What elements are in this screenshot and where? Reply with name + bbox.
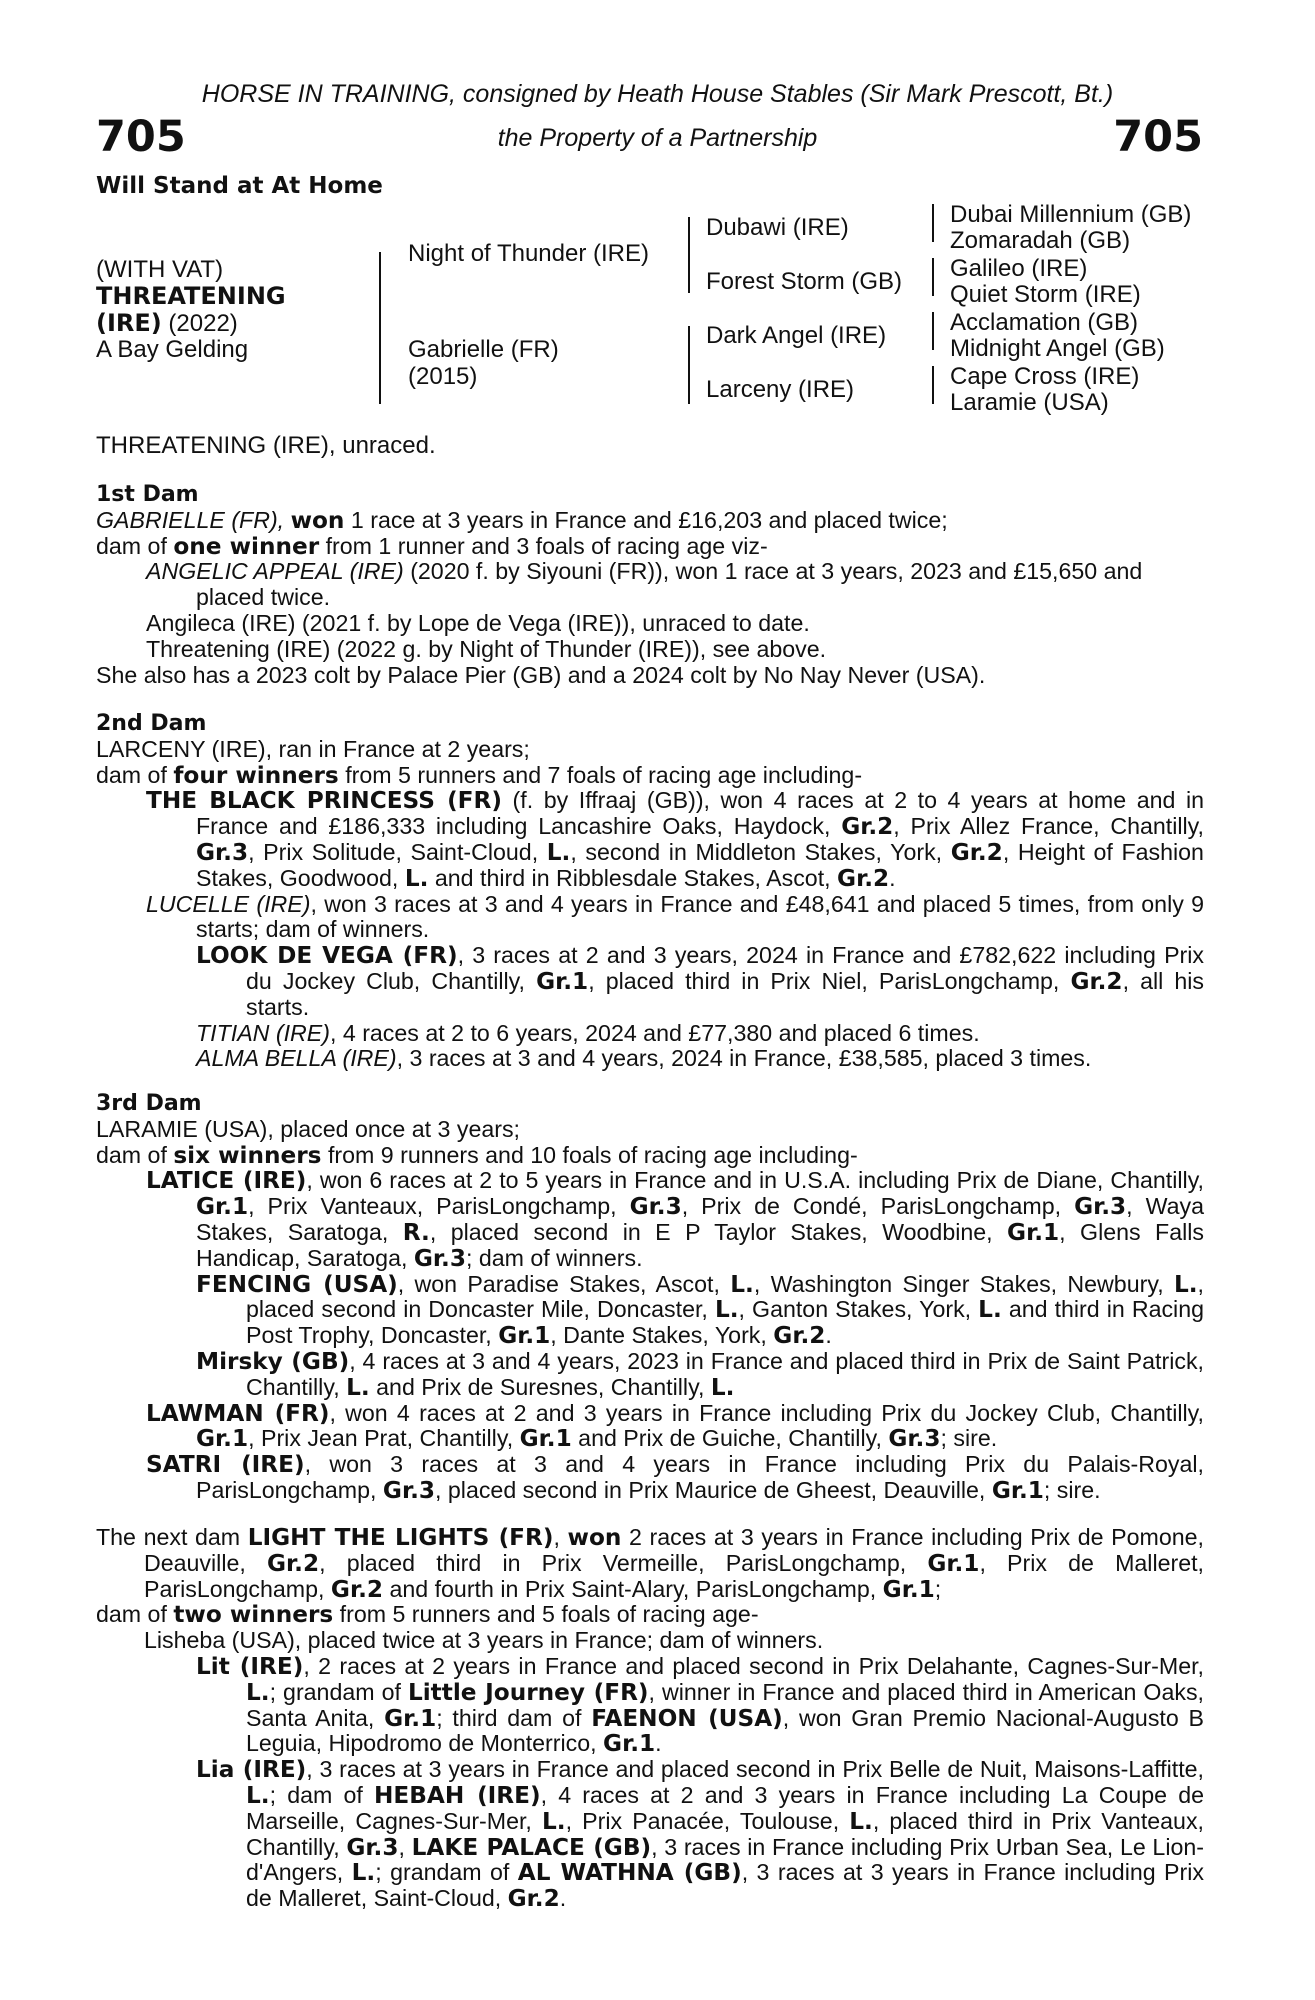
pedigree-dam-dam: Larceny (IRE) [706,376,855,403]
pedigree-brace-g3-1 [932,204,934,242]
produce-lit: Lit (IRE), 2 races at 2 years in France and placed second in Prix Delahante, Cagnes-Sur-Mer, L.; grandam of Little Journey (FR), winner in France and placed third in American Oaks, Santa Anita, Gr.1; third dam of FAENON (USA), won Gran Premio Nacional-Augusto B Leguia, Hipodromo de Monterrico, Gr.1. [196,1652,1204,1758]
produce-lisheba: Lisheba (USA), placed twice at 3 years in France; dam of winners. [144,1627,824,1654]
second-dam-record: LARCENY (IRE), ran in France at 2 years; [96,735,530,762]
pedigree-dam: Gabrielle (FR) [408,336,559,363]
pedigree-brace-g3-4 [932,366,934,404]
third-dam-record: LARAMIE (USA), placed once at 3 years; [96,1115,520,1142]
produce-lia: Lia (IRE), 3 races at 3 years in France and placed second in Prix Belle de Nuit, Maisons-Laffitte, L.; dam of HEBAH (IRE), 4 races at 2 and 3 years in France including La Coupe de Marseille, Cagnes-Sur-Mer, L., Prix Panacée, Toulouse, L., placed third in Prix Vanteaux, Chantilly, Gr.3, LAKE PALACE (GB), 3 races in France including Prix Urban Sea, Le Lion-d'Angers, L.; grandam of AL WATHNA (GB), 3 races at 3 years in France including Prix de Malleret, Saint-Cloud, Gr.2. [196,1756,1204,1913]
pedigree-brace-sire [688,217,690,293]
produce-lucelle: LUCELLE (IRE), won 3 races at 3 and 4 years in France and £48,641 and placed 5 times, from only 9 starts; dam of winners. [146,890,1204,943]
lot-number-left: 705 [96,112,186,162]
pedigree-gen3-8: Laramie (USA) [950,389,1109,416]
produce-fencing: FENCING (USA), won Paradise Stakes, Ascot, L., Washington Singer Stakes, Newbury, L., placed second in Doncaster Mile, Doncaster, L., Ganton Stakes, York, L. and third in Racing Post Trophy, Doncaster, Gr.1, Dante Stakes, York, Gr.2. [196,1270,1204,1350]
second-dam-heading: 2nd Dam [96,711,207,736]
pedigree-gen3-3: Galileo (IRE) [950,255,1088,282]
pedigree-brace-main [379,252,381,404]
produce-angileca: Angileca (IRE) (2021 f. by Lope de Vega (IRE)), unraced to date. [146,609,810,636]
produce-satri: SATRI (IRE), won 3 races at 3 and 4 years in France including Prix du Palais-Royal, ParisLongchamp, Gr.3, placed second in Prix Maurice de Gheest, Deauville, Gr.1; sire. [146,1451,1204,1504]
third-dam-section [96,1091,1204,1504]
horse-description: A Bay Gelding [96,336,249,363]
pedigree-brace-g3-2 [932,258,934,296]
produce-threatening: Threatening (IRE) (2022 g. by Night of Thunder (IRE)), see above. [146,635,827,662]
pedigree-sire-sire: Dubawi (IRE) [706,214,849,241]
produce-lawman: LAWMAN (FR), won 4 races at 2 and 3 years in France including Prix du Jockey Club, Chantilly, Gr.1, Prix Jean Prat, Chantilly, Gr.1 and Prix de Guiche, Chantilly, Gr.3; sire. [146,1399,1204,1453]
produce-angelic-appeal: ANGELIC APPEAL (IRE) (2020 f. by Siyouni (FR)), won 1 race at 3 years, 2023 and £15,650 and placed twice. [146,558,1143,611]
first-dam-foals-note: She also has a 2023 colt by Palace Pier (GB) and a 2024 colt by No Nay Never (USA). [96,661,986,688]
pedigree-brace-dam [688,326,690,404]
pedigree-gen3-6: Midnight Angel (GB) [950,335,1165,362]
pedigree-brace-g3-3 [932,312,934,350]
horse-name: THREATENING [96,282,286,310]
pedigree-dam-year: (2015) [408,363,478,390]
next-dam-section [96,1525,1204,1912]
produce-look-de-vega: LOOK DE VEGA (FR), 3 races at 2 and 3 years, 2024 in France and £782,622 including Prix du Jockey Club, Chantilly, Gr.1, placed third in Prix Niel, ParisLongchamp, Gr.2, all his starts. [196,942,1205,1020]
horse-country: (IRE) [96,309,162,337]
property-line: the Property of a Partnership [497,124,818,152]
next-dam-produce: dam of two winners from 5 runners and 5 foals of racing age- [96,1601,759,1629]
first-dam-section [96,482,1204,688]
horse-country-year [96,310,238,337]
consignor-line: HORSE IN TRAINING, consigned by Heath House Stables (Sir Mark Prescott, Bt.) [201,80,1114,108]
vat-note: (WITH VAT) [96,256,224,283]
horse-year: (2022) [168,310,238,337]
produce-mirsky: Mirsky (GB), 4 races at 3 and 4 years, 2023 in France and placed third in Prix de Saint Patrick, Chantilly, L. and Prix de Suresnes, Chantilly, L. [196,1347,1204,1401]
first-dam-produce: dam of one winner from 1 runner and 3 foals of racing age viz- [96,532,768,560]
pedigree-sire-dam: Forest Storm (GB) [706,268,903,295]
pedigree-gen3-4: Quiet Storm (IRE) [950,281,1141,308]
race-record: THREATENING (IRE), unraced. [96,432,436,459]
pedigree-gen3-2: Zomaradah (GB) [950,227,1131,254]
produce-titian: TITIAN (IRE), 4 races at 2 to 6 years, 2024 and £77,380 and placed 6 times. [196,1019,980,1046]
second-dam-section [96,711,1204,1072]
second-dam-produce: dam of four winners from 5 runners and 7 foals of racing age including- [96,761,863,789]
first-dam-record: GABRIELLE (FR), won 1 race at 3 years in France and £16,203 and placed twice; [96,506,948,534]
next-dam-record: The next dam LIGHT THE LIGHTS (FR), won 2 races at 3 years in France including Prix de Pomone, Deauville, Gr.2, placed third in Prix Vermeille, ParisLongchamp, Gr.1, Prix de Malleret, ParisLongchamp, Gr.2 and fourth in Prix Saint-Alary, ParisLongchamp, Gr.1; [96,1524,1205,1603]
third-dam-heading: 3rd Dam [96,1091,202,1116]
lot-number-right: 705 [1113,112,1203,162]
pedigree-sire: Night of Thunder (IRE) [408,240,649,267]
produce-the-black-princess: THE BLACK PRINCESS (FR) (f. by Iffraaj (GB)), won 4 races at 2 to 4 years at home and in France and £186,333 including Lancashire Oaks, Haydock, Gr.2, Prix Allez France, Chantilly, Gr.3, Prix Solitude, Saint-Cloud, L., second in Middleton Stakes, York, Gr.2, Height of Fashion Stakes, Goodwood, L. and third in Ribblesdale Stakes, Ascot, Gr.2. [146,787,1205,892]
pedigree-gen3-1: Dubai Millennium (GB) [950,201,1192,228]
first-dam-heading: 1st Dam [96,482,199,507]
pedigree-gen3-5: Acclamation (GB) [950,309,1139,336]
stand-note: Will Stand at At Home [96,173,383,199]
produce-alma-bella: ALMA BELLA (IRE), 3 races at 3 and 4 years, 2024 in France, £38,585, placed 3 times. [196,1045,1092,1072]
pedigree-dam-sire: Dark Angel (IRE) [706,322,887,349]
pedigree-gen3-7: Cape Cross (IRE) [950,363,1140,390]
third-dam-produce: dam of six winners from 9 runners and 10 foals of racing age including- [96,1141,858,1169]
produce-latice: LATICE (IRE), won 6 races at 2 to 5 years in France and in U.S.A. including Prix de Diane, Chantilly, Gr.1, Prix Vanteaux, ParisLongchamp, Gr.3, Prix de Condé, ParisLongchamp, Gr.3, Waya Stakes, Saratoga, R., placed second in E P Taylor Stakes, Woodbine, Gr.1, Glens Falls Handicap, Saratoga, Gr.3; dam of winners. [146,1167,1205,1272]
